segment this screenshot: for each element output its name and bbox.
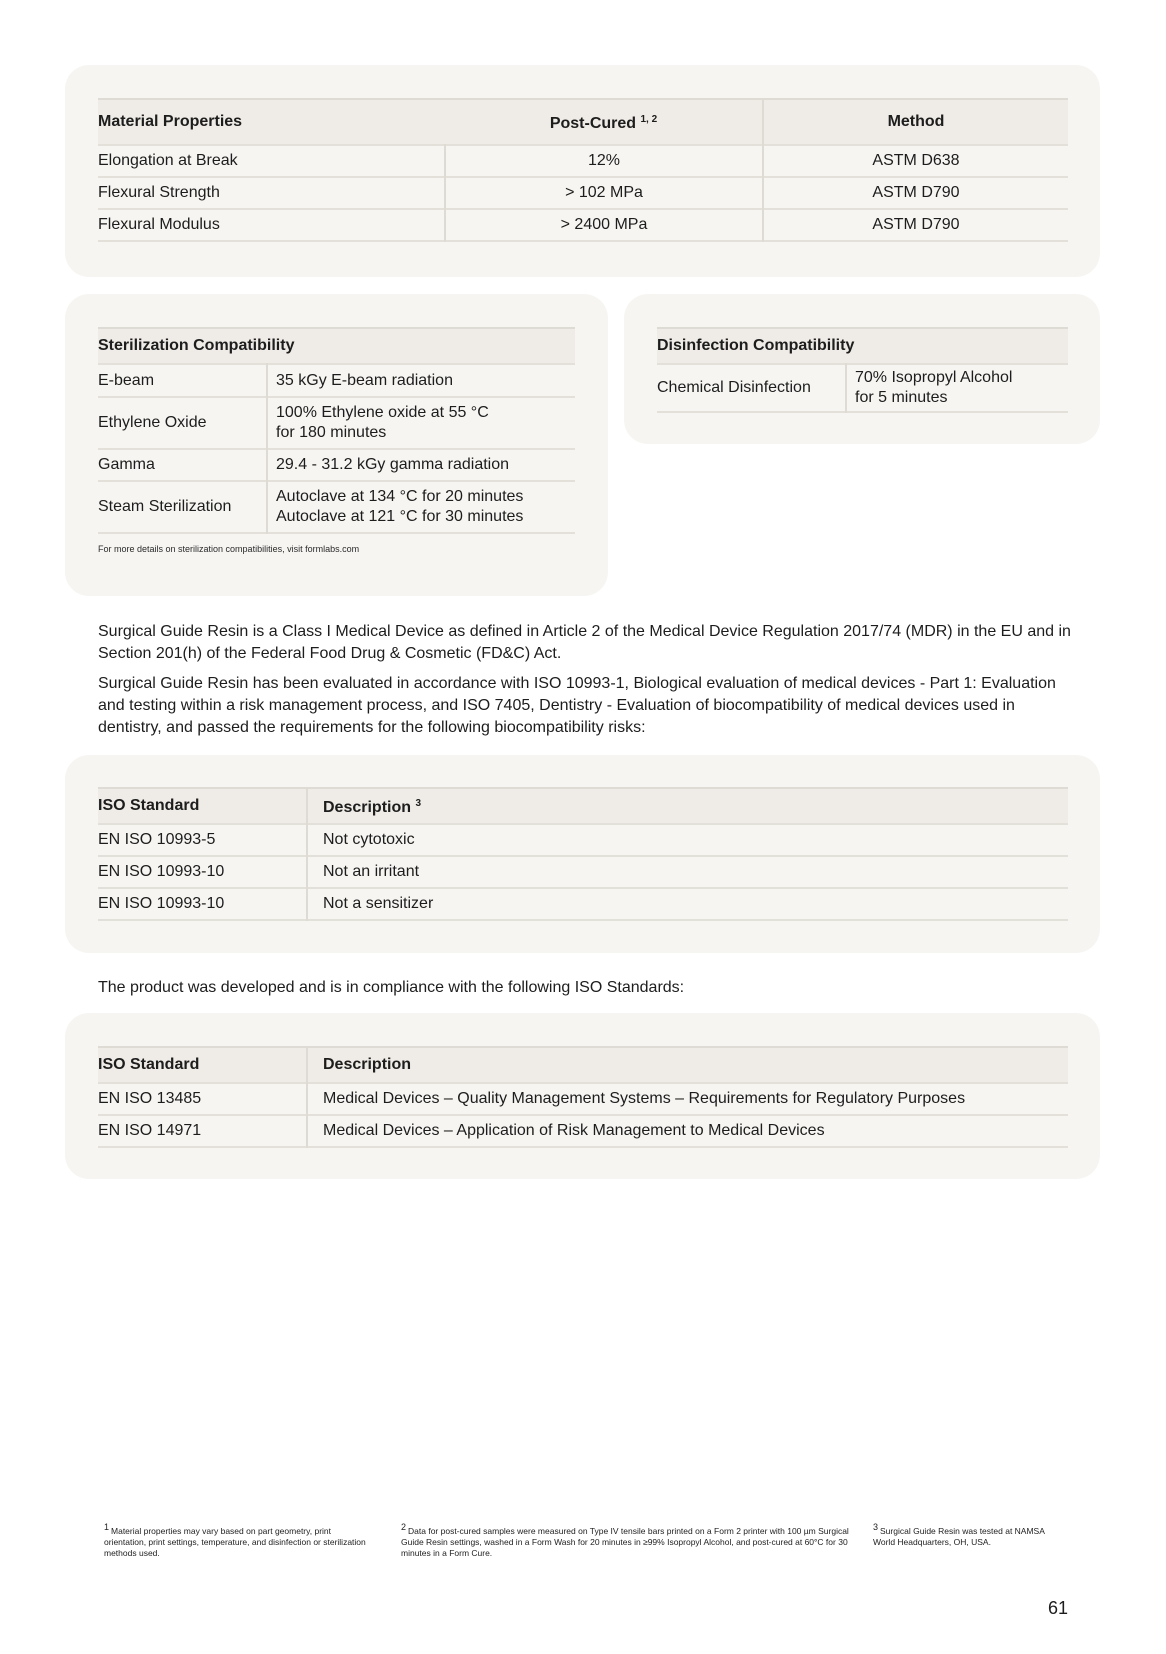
property-value: > 2400 MPa	[445, 209, 763, 241]
sterilization-method: Ethylene Oxide	[98, 414, 207, 431]
sterilization-title: Sterilization Compatibility	[98, 328, 575, 364]
property-method: ASTM D790	[763, 177, 1068, 209]
header-description: Description $^3$	[307, 788, 1068, 824]
sterilization-detail: 100% Ethylene oxide at 55 °C for 180 minutes	[267, 397, 575, 449]
iso-description: Medical Devices – Quality Management Systems – Requirements for Regulatory Purposes	[307, 1083, 1068, 1115]
property-name: Flexural Modulus	[98, 216, 220, 233]
table-row	[98, 449, 575, 481]
property-method: ASTM D638	[763, 145, 1068, 177]
iso-standard: EN ISO 13485	[98, 1090, 202, 1107]
iso-description: Not an irritant	[307, 856, 1068, 888]
table-row	[98, 856, 1068, 888]
sterilization-detail: Autoclave at 134 °C for 20 minutes Autoclave at 121 °C for 30 minutes	[267, 481, 575, 533]
sterilization-method: E-beam	[98, 371, 155, 389]
table-row	[98, 1083, 1068, 1115]
header-description: Description	[307, 1047, 1068, 1083]
sterilization-detail: 29.4 - 31.2 kGy gamma radiation	[267, 449, 575, 481]
iso-standard: EN ISO 10993-10	[98, 895, 225, 912]
iso-description: Not cytotoxic	[307, 824, 1068, 856]
sterilization-note: For more details on sterilization compatibilities, visit formlabs.com	[98, 544, 360, 554]
compliance-paragraph: The product was developed and is in compliance with the following ISO Standards:	[98, 979, 685, 996]
footnote-2: $^2$ Data for post-cured samples were measured on Type IV tensile bars printed on a Form 2 printer with 100 µm Surgical Guide Resin settings, washed in a Form Wash for 20 minutes in ≥99% Isopropyl Alcohol, and post-cured at 60°C for 30 minutes in a Form Cure.	[401, 1522, 849, 1558]
table-row	[98, 145, 1068, 177]
biocompatibility-table	[98, 787, 1068, 921]
sterilization-table	[98, 327, 575, 534]
table-row	[98, 824, 1068, 856]
header-iso-standard: ISO Standard	[98, 1047, 307, 1083]
header-method: Method	[763, 99, 1068, 145]
property-value: 12%	[445, 145, 763, 177]
iso-standard: EN ISO 10993-5	[98, 831, 216, 848]
table-row	[98, 1115, 1068, 1147]
iso-standard: EN ISO 14971	[98, 1122, 202, 1139]
disinfection-method: Chemical Disinfection	[657, 379, 811, 396]
property-name: Flexural Strength	[98, 184, 220, 201]
footnote-1: $^1$ Material properties may vary based on part geometry, print orientation, print settings, temperature, and disinfection or sterilization methods used.	[104, 1522, 366, 1558]
sterilization-method: Steam Sterilization	[98, 498, 232, 515]
table-row	[98, 177, 1068, 209]
property-value: > 102 MPa	[445, 177, 763, 209]
sterilization-detail: 35 kGy E-beam radiation	[267, 364, 575, 397]
table-row	[98, 481, 575, 533]
disinfection-title: Disinfection Compatibility	[657, 328, 1068, 364]
header-post-cured: Post-Cured $^{1, 2}$	[445, 99, 763, 145]
iso-standard: EN ISO 10993-10	[98, 863, 225, 880]
property-method: ASTM D790	[763, 209, 1068, 241]
header-material-properties: Material Properties	[98, 99, 445, 145]
biocompatibility-paragraph: Surgical Guide Resin has been evaluated in accordance with ISO 10993-1, Biological evaluation of medical devices - Part 1: Evaluation and testing within a risk management process, and ISO 7405, Dentistry - Evaluation of biocompatibility of medical devices used in dentistry, and passed the requirements for the following biocompatibility risks:	[98, 675, 1056, 736]
table-row	[98, 888, 1068, 920]
footnote-3: $^3$ Surgical Guide Resin was tested at NAMSA World Headquarters, OH, USA.	[873, 1522, 1045, 1547]
table-row	[98, 397, 575, 449]
page-number: 61	[1047, 1598, 1068, 1618]
iso-description: Medical Devices – Application of Risk Management to Medical Devices	[307, 1115, 1068, 1147]
material-properties-table	[98, 98, 1068, 242]
mdr-paragraph: Surgical Guide Resin is a Class I Medical Device as defined in Article 2 of the Medical Device Regulation 2017/74 (MDR) in the EU and in Section 201(h) of the Federal Food Drug & Cosmetic (FD&C) Act.	[98, 623, 1071, 662]
table-row	[657, 364, 1068, 412]
disinfection-table	[657, 327, 1068, 413]
table-row	[98, 364, 575, 397]
property-name: Elongation at Break	[98, 152, 238, 169]
header-iso-standard: ISO Standard	[98, 788, 307, 824]
table-row	[98, 209, 1068, 241]
sterilization-method: Gamma	[98, 456, 155, 473]
iso-description: Not a sensitizer	[307, 888, 1068, 920]
disinfection-detail: 70% Isopropyl Alcohol for 5 minutes	[846, 364, 1068, 412]
iso-standards-table	[98, 1046, 1068, 1148]
